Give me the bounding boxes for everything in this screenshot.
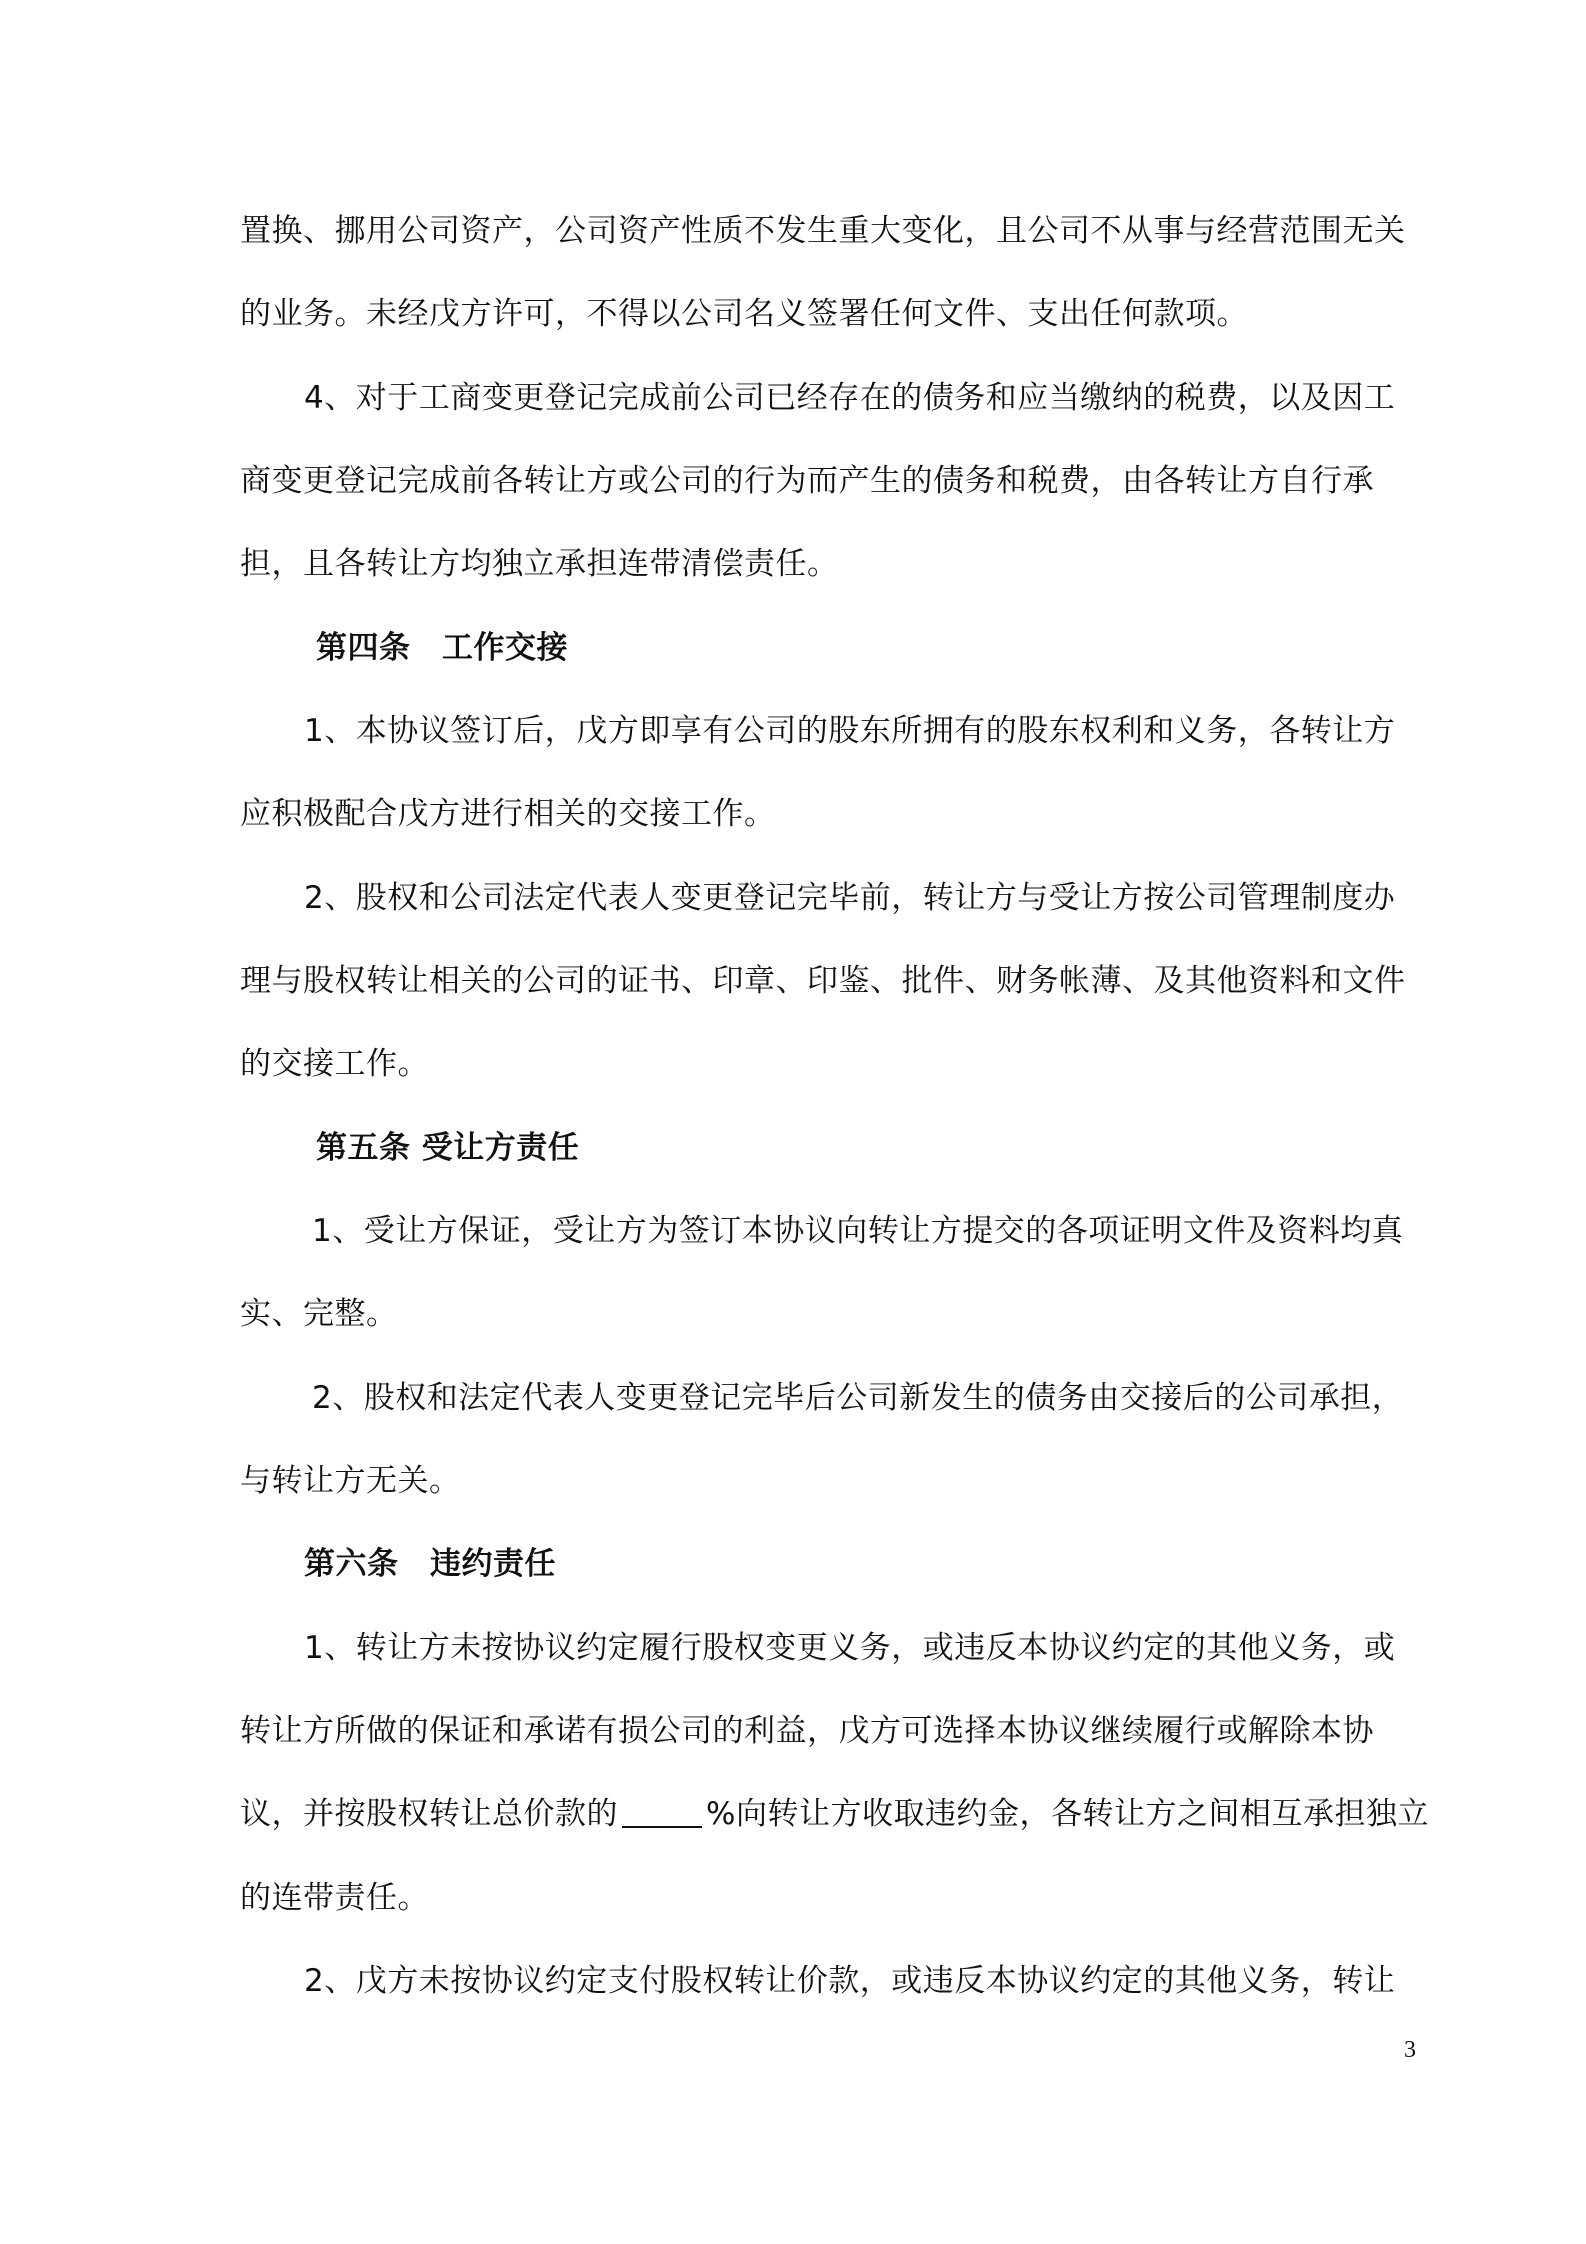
paragraph-text: 议，并按股权转让总价款的	[240, 1796, 618, 1832]
section-heading-article-4: 第四条 工作交接	[316, 630, 568, 666]
section-heading-article-5: 第五条 受让方责任	[316, 1130, 580, 1166]
paragraph-line: 的业务。未经戊方许可，不得以公司名义签署任何文件、支出任何款项。	[240, 296, 1248, 332]
percentage-blank-field	[622, 1796, 702, 1828]
paragraph-line-with-blank	[240, 1794, 1429, 1834]
paragraph-line: 1、本协议签订后，戊方即享有公司的股东所拥有的股东权利和义务，各转让方	[304, 713, 1396, 749]
paragraph-line: 担，且各转让方均独立承担连带清偿责任。	[240, 546, 839, 582]
paragraph-line: 实、完整。	[240, 1296, 398, 1332]
paragraph-line: 应积极配合戊方进行相关的交接工作。	[240, 796, 776, 832]
paragraph-line: 4、对于工商变更登记完成前公司已经存在的债务和应当缴纳的税费，以及因工	[304, 380, 1396, 416]
paragraph-line: 转让方所做的保证和承诺有损公司的利益，戊方可选择本协议继续履行或解除本协	[240, 1713, 1374, 1749]
paragraph-line: 商变更登记完成前各转让方或公司的行为而产生的债务和税费，由各转让方自行承	[240, 463, 1374, 499]
paragraph-line: 的交接工作。	[240, 1046, 429, 1082]
section-heading-article-6: 第六条 违约责任	[304, 1546, 556, 1582]
paragraph-text: %向转让方收取违约金，各转让方之间相互承担独立	[706, 1796, 1429, 1832]
paragraph-line: 置换、挪用公司资产，公司资产性质不发生重大变化，且公司不从事与经营范围无关	[240, 213, 1406, 249]
paragraph-line: 2、戊方未按协议约定支付股权转让价款，或违反本协议约定的其他义务，转让	[304, 1963, 1396, 1999]
paragraph-line: 1、转让方未按协议约定履行股权变更义务，或违反本协议约定的其他义务，或	[304, 1630, 1396, 1666]
paragraph-line: 的连带责任。	[240, 1880, 429, 1916]
paragraph-line: 2、股权和法定代表人变更登记完毕后公司新发生的债务由交接后的公司承担，	[312, 1380, 1404, 1416]
paragraph-line: 2、股权和公司法定代表人变更登记完毕前，转让方与受让方按公司管理制度办	[304, 880, 1396, 916]
page-number: 3	[1404, 2037, 1416, 2063]
paragraph-line: 与转让方无关。	[240, 1463, 461, 1499]
paragraph-line: 1、受让方保证，受让方为签订本协议向转让方提交的各项证明文件及资料均真	[312, 1213, 1404, 1249]
paragraph-line: 理与股权转让相关的公司的证书、印章、印鉴、批件、财务帐薄、及其他资料和文件	[240, 963, 1406, 999]
